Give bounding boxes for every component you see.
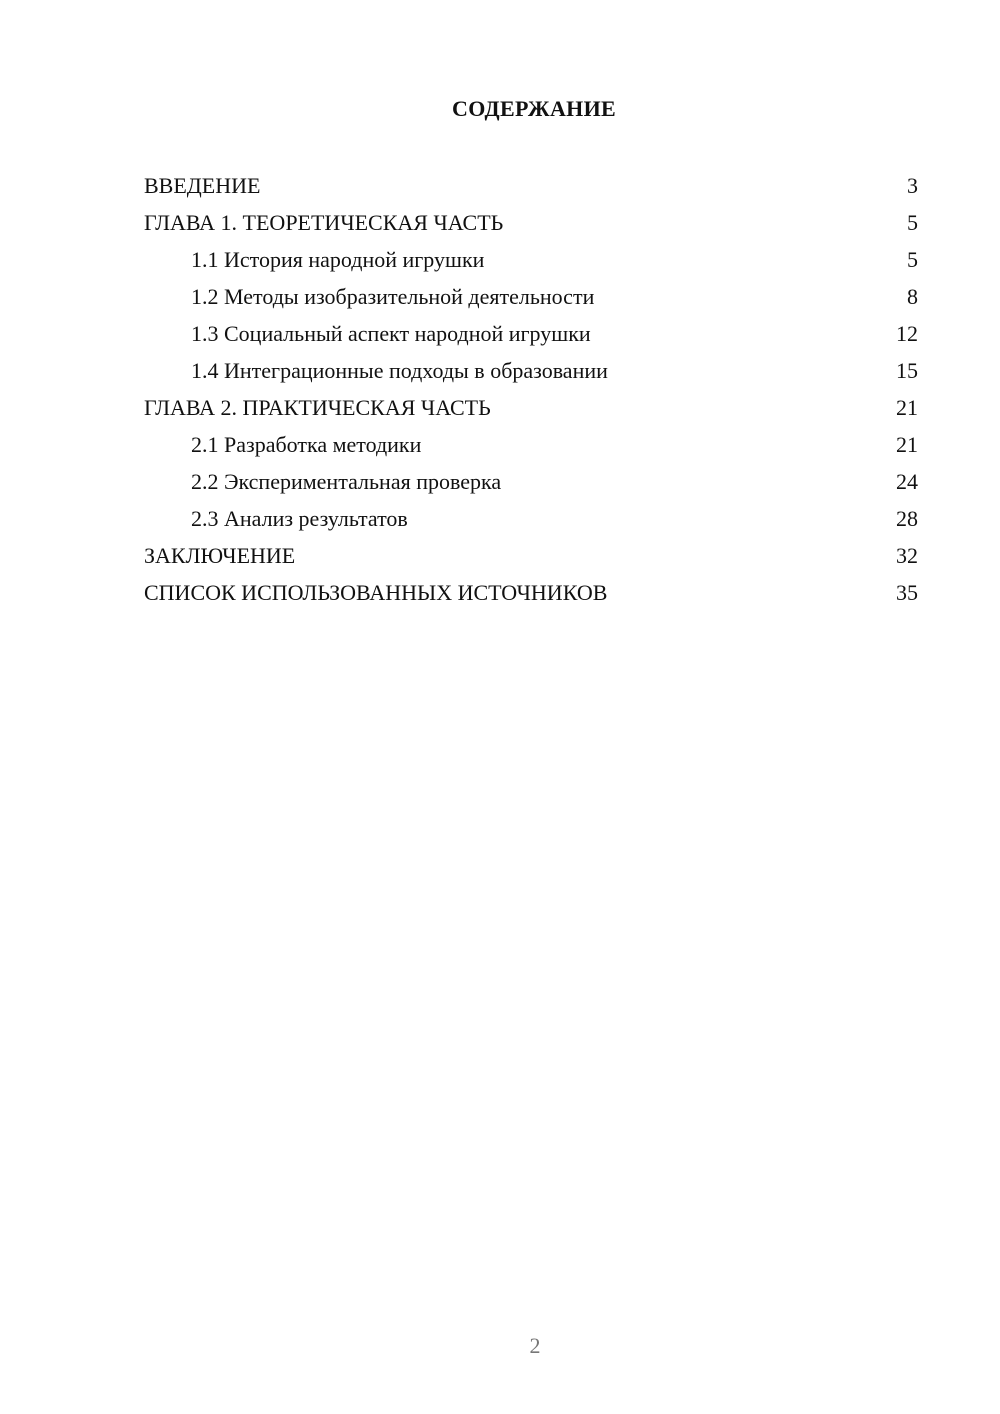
toc-entry-section-2-3 [144, 500, 918, 537]
toc-entry-page: 21 [896, 395, 918, 420]
toc-entry-label: 1.2 Методы изобразительной деятельности [191, 284, 595, 309]
toc-entry-chapter-1 [144, 204, 918, 241]
toc-entry-label: 2.2 Экспериментальная проверка [191, 469, 502, 494]
toc-entry-label: ВВЕДЕНИЕ [144, 173, 261, 198]
toc-entry-conclusion [144, 537, 918, 574]
toc-entry-label: 1.4 Интеграционные подходы в образовании [191, 358, 608, 383]
toc-entry-label: 1.1 История народной игрушки [191, 247, 485, 272]
toc-entry-section-1-1 [144, 241, 918, 278]
toc-entry-chapter-2 [144, 389, 918, 426]
toc-entry-introduction [144, 167, 918, 204]
toc-entry-page: 24 [896, 469, 918, 494]
toc-entry-page: 21 [896, 432, 918, 457]
toc-entry-label: 1.3 Социальный аспект народной игрушки [191, 321, 591, 346]
toc-entry-label: ГЛАВА 1. ТЕОРЕТИЧЕСКАЯ ЧАСТЬ [144, 210, 504, 235]
toc-entry-page: 28 [896, 506, 918, 531]
toc-entry-page: 35 [896, 580, 918, 605]
toc-entry-page: 32 [896, 543, 918, 568]
toc-entry-label: СПИСОК ИСПОЛЬЗОВАННЫХ ИСТОЧНИКОВ [144, 580, 608, 605]
toc-title: СОДЕРЖАНИЕ [452, 96, 616, 121]
toc-entry-page: 5 [907, 247, 918, 272]
table-of-contents [144, 167, 918, 611]
toc-entry-page: 3 [907, 173, 918, 198]
toc-entry-label: 2.3 Анализ результатов [191, 506, 408, 531]
toc-entry-page: 8 [907, 284, 918, 309]
toc-entry-section-1-3 [144, 315, 918, 352]
toc-entry-page: 15 [896, 358, 918, 383]
toc-entry-section-2-1 [144, 426, 918, 463]
toc-entry-page: 5 [907, 210, 918, 235]
toc-entry-references [144, 574, 918, 611]
toc-entry-section-1-4 [144, 352, 918, 389]
toc-entry-section-1-2 [144, 278, 918, 315]
page-number: 2 [529, 1333, 541, 1358]
toc-entry-label: ГЛАВА 2. ПРАКТИЧЕСКАЯ ЧАСТЬ [144, 395, 491, 420]
toc-entry-label: 2.1 Разработка методики [191, 432, 422, 457]
toc-entry-section-2-2 [144, 463, 918, 500]
toc-entry-page: 12 [896, 321, 918, 346]
toc-entry-label: ЗАКЛЮЧЕНИЕ [144, 543, 296, 568]
